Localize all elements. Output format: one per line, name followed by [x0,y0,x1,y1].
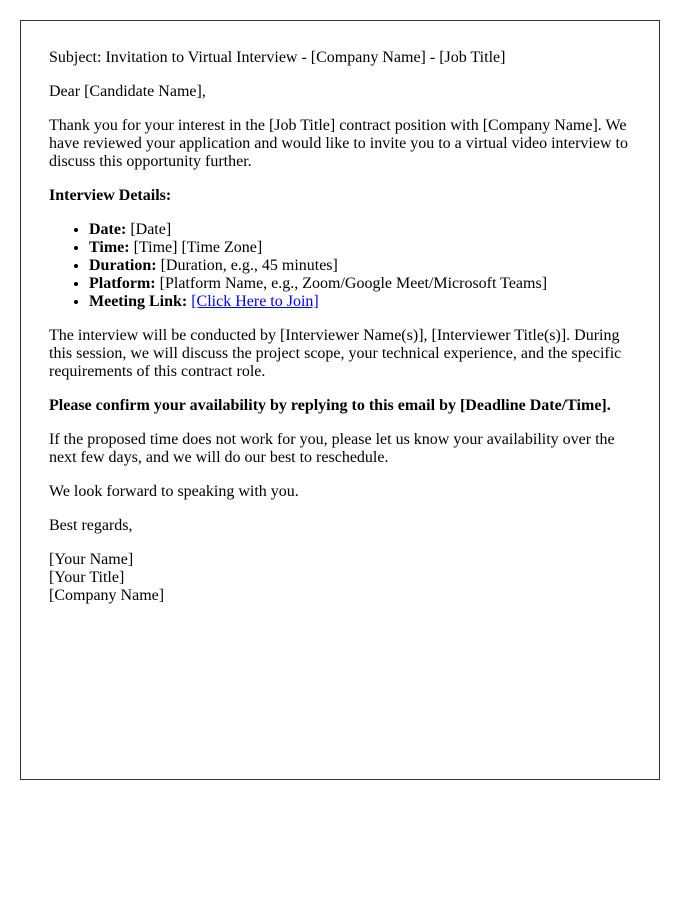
signature-company: [Company Name] [49,587,165,604]
detail-value: [Time] [Time Zone] [129,239,263,256]
intro-paragraph: Thank you for your interest in the [Job Title] contract position with [Company Name]. We have reviewed your application and would like to invite you to a virtual video interview to discuss this opportunity further. [49,117,628,170]
detail-label: Date: [89,221,127,238]
join-meeting-link[interactable]: [Click Here to Join] [191,293,319,310]
signature-block [49,551,635,605]
detail-value: [Duration, e.g., 45 minutes] [156,257,338,274]
detail-value: [Date] [126,221,172,238]
detail-value: [Platform Name, e.g., Zoom/Google Meet/Microsoft Teams] [155,275,548,292]
detail-meeting-link [89,293,635,311]
email-subject: Subject: Invitation to Virtual Interview - [Company Name] - [Job Title] [49,49,506,66]
signature-title: [Your Title] [49,569,125,586]
details-heading: Interview Details: [49,187,172,204]
detail-date [89,221,635,239]
signoff: Best regards, [49,517,133,534]
detail-platform [89,275,635,293]
detail-label: Platform: [89,275,156,292]
confirm-paragraph: Please confirm your availability by replying to this email by [Deadline Date/Time]. [49,397,611,414]
closing-line: We look forward to speaking with you. [49,483,299,500]
signature-name: [Your Name] [49,551,134,568]
detail-time [89,239,635,257]
detail-label: Meeting Link: [89,293,188,310]
conducted-paragraph: The interview will be conducted by [Interviewer Name(s)], [Interviewer Title(s)]. During this session, we will discuss the project scope, your technical experience, and the specific requirements of this contract role. [49,327,622,380]
letter-body [49,49,635,621]
interview-details-list [49,221,635,311]
detail-label: Duration: [89,257,157,274]
detail-label: Time: [89,239,130,256]
letter-frame [20,20,660,780]
reschedule-paragraph: If the proposed time does not work for you, please let us know your availability over the next few days, and we will do our best to reschedule. [49,431,615,466]
greeting: Dear [Candidate Name], [49,83,206,100]
detail-duration [89,257,635,275]
